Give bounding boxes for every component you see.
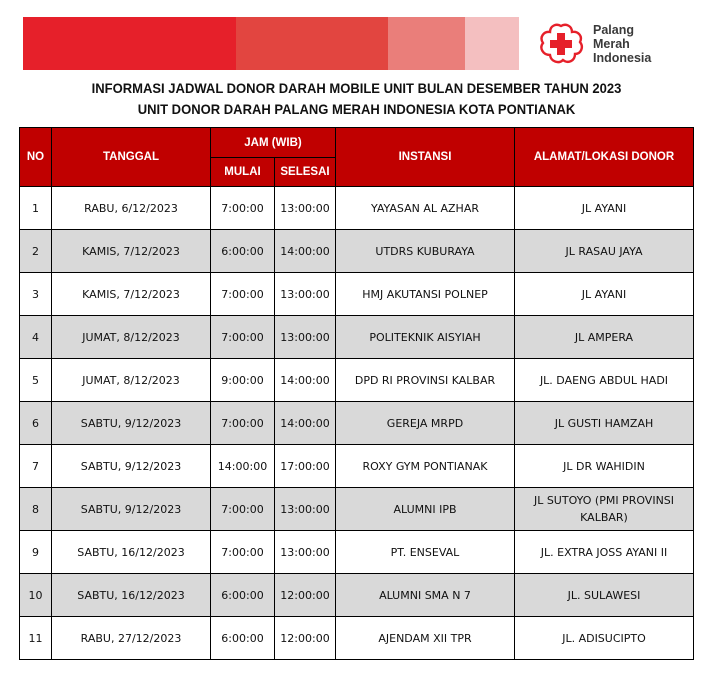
logo-line-indonesia: Indonesia bbox=[593, 51, 652, 65]
cell-mulai: 7:00:00 bbox=[211, 488, 275, 531]
cell-no: 8 bbox=[20, 488, 52, 531]
cell-selesai: 12:00:00 bbox=[275, 574, 336, 617]
cell-tanggal: SABTU, 9/12/2023 bbox=[52, 445, 211, 488]
logo-line-palang: Palang bbox=[593, 23, 634, 37]
cell-tanggal: SABTU, 9/12/2023 bbox=[52, 402, 211, 445]
cell-instansi: UTDRS KUBURAYA bbox=[336, 230, 515, 273]
red-cross-flower-icon bbox=[538, 22, 584, 66]
cell-selesai: 13:00:00 bbox=[275, 316, 336, 359]
cell-no: 10 bbox=[20, 574, 52, 617]
cell-selesai: 17:00:00 bbox=[275, 445, 336, 488]
banner-bar-4 bbox=[465, 17, 519, 70]
pmi-logo bbox=[538, 20, 703, 70]
cell-mulai: 7:00:00 bbox=[211, 531, 275, 574]
cell-instansi: PT. ENSEVAL bbox=[336, 531, 515, 574]
table-row bbox=[20, 531, 694, 574]
cell-alamat: JL AYANI bbox=[515, 273, 694, 316]
cell-alamat: JL RASAU JAYA bbox=[515, 230, 694, 273]
banner-bar-2 bbox=[236, 17, 388, 70]
cell-instansi: DPD RI PROVINSI KALBAR bbox=[336, 359, 515, 402]
cell-alamat: JL DR WAHIDIN bbox=[515, 445, 694, 488]
cell-instansi: ROXY GYM PONTIANAK bbox=[336, 445, 515, 488]
cell-tanggal: JUMAT, 8/12/2023 bbox=[52, 316, 211, 359]
cell-mulai: 14:00:00 bbox=[211, 445, 275, 488]
logo-line-merah: Merah bbox=[593, 37, 630, 51]
cell-instansi: GEREJA MRPD bbox=[336, 402, 515, 445]
cell-selesai: 12:00:00 bbox=[275, 617, 336, 660]
table-row bbox=[20, 273, 694, 316]
cell-instansi: ALUMNI IPB bbox=[336, 488, 515, 531]
table-row bbox=[20, 445, 694, 488]
cell-instansi: AJENDAM XII TPR bbox=[336, 617, 515, 660]
cell-alamat: JL. SULAWESI bbox=[515, 574, 694, 617]
cell-no: 3 bbox=[20, 273, 52, 316]
cell-tanggal: KAMIS, 7/12/2023 bbox=[52, 230, 211, 273]
table-row bbox=[20, 402, 694, 445]
cell-alamat: JL GUSTI HAMZAH bbox=[515, 402, 694, 445]
header-mulai: MULAI bbox=[211, 158, 275, 187]
table-row bbox=[20, 488, 694, 531]
cell-no: 11 bbox=[20, 617, 52, 660]
cell-no: 9 bbox=[20, 531, 52, 574]
cell-mulai: 7:00:00 bbox=[211, 273, 275, 316]
header-selesai: SELESAI bbox=[275, 158, 336, 187]
cell-tanggal: JUMAT, 8/12/2023 bbox=[52, 359, 211, 402]
cell-selesai: 13:00:00 bbox=[275, 488, 336, 531]
cell-alamat: JL. ADISUCIPTO bbox=[515, 617, 694, 660]
title-line-2: UNIT DONOR DARAH PALANG MERAH INDONESIA KOTA PONTIANAK bbox=[137, 101, 576, 117]
cell-alamat: JL AYANI bbox=[515, 187, 694, 230]
header-jam: JAM (WIB) bbox=[211, 128, 336, 158]
header-alamat: ALAMAT/LOKASI DONOR bbox=[515, 128, 694, 187]
cell-no: 4 bbox=[20, 316, 52, 359]
cell-no: 2 bbox=[20, 230, 52, 273]
cell-mulai: 6:00:00 bbox=[211, 230, 275, 273]
cell-no: 7 bbox=[20, 445, 52, 488]
cell-selesai: 13:00:00 bbox=[275, 273, 336, 316]
table-row bbox=[20, 230, 694, 273]
table-row bbox=[20, 359, 694, 402]
cell-alamat: JL. DAENG ABDUL HADI bbox=[515, 359, 694, 402]
table-row bbox=[20, 316, 694, 359]
cell-no: 5 bbox=[20, 359, 52, 402]
cell-tanggal: RABU, 27/12/2023 bbox=[52, 617, 211, 660]
cell-selesai: 13:00:00 bbox=[275, 531, 336, 574]
cell-tanggal: SABTU, 9/12/2023 bbox=[52, 488, 211, 531]
header-instansi: INSTANSI bbox=[336, 128, 515, 187]
cell-alamat: JL AMPERA bbox=[515, 316, 694, 359]
table-row bbox=[20, 617, 694, 660]
banner-bar-3 bbox=[388, 17, 465, 70]
table-body bbox=[20, 187, 694, 660]
cell-no: 6 bbox=[20, 402, 52, 445]
title-line-1: INFORMASI JADWAL DONOR DARAH MOBILE UNIT BULAN DESEMBER TAHUN 2023 bbox=[91, 80, 622, 96]
header-no: NO bbox=[20, 128, 52, 187]
logo-text bbox=[593, 23, 651, 65]
cell-tanggal: SABTU, 16/12/2023 bbox=[52, 531, 211, 574]
cell-selesai: 14:00:00 bbox=[275, 402, 336, 445]
cell-alamat: JL. EXTRA JOSS AYANI II bbox=[515, 531, 694, 574]
header-tanggal: TANGGAL bbox=[52, 128, 211, 187]
schedule-table bbox=[19, 127, 694, 660]
banner-bar-1 bbox=[23, 17, 236, 70]
cell-mulai: 7:00:00 bbox=[211, 187, 275, 230]
cell-no: 1 bbox=[20, 187, 52, 230]
cell-tanggal: KAMIS, 7/12/2023 bbox=[52, 273, 211, 316]
cell-tanggal: RABU, 6/12/2023 bbox=[52, 187, 211, 230]
cell-instansi: YAYASAN AL AZHAR bbox=[336, 187, 515, 230]
cell-selesai: 13:00:00 bbox=[275, 187, 336, 230]
table-row bbox=[20, 574, 694, 617]
cell-selesai: 14:00:00 bbox=[275, 359, 336, 402]
cell-mulai: 6:00:00 bbox=[211, 617, 275, 660]
table-row bbox=[20, 187, 694, 230]
cell-selesai: 14:00:00 bbox=[275, 230, 336, 273]
cell-mulai: 7:00:00 bbox=[211, 402, 275, 445]
cell-mulai: 9:00:00 bbox=[211, 359, 275, 402]
cell-mulai: 7:00:00 bbox=[211, 316, 275, 359]
cell-mulai: 6:00:00 bbox=[211, 574, 275, 617]
cell-instansi: ALUMNI SMA N 7 bbox=[336, 574, 515, 617]
cell-instansi: POLITEKNIK AISYIAH bbox=[336, 316, 515, 359]
cell-alamat: JL SUTOYO (PMI PROVINSI KALBAR) bbox=[515, 488, 694, 531]
cell-instansi: HMJ AKUTANSI POLNEP bbox=[336, 273, 515, 316]
cell-tanggal: SABTU, 16/12/2023 bbox=[52, 574, 211, 617]
